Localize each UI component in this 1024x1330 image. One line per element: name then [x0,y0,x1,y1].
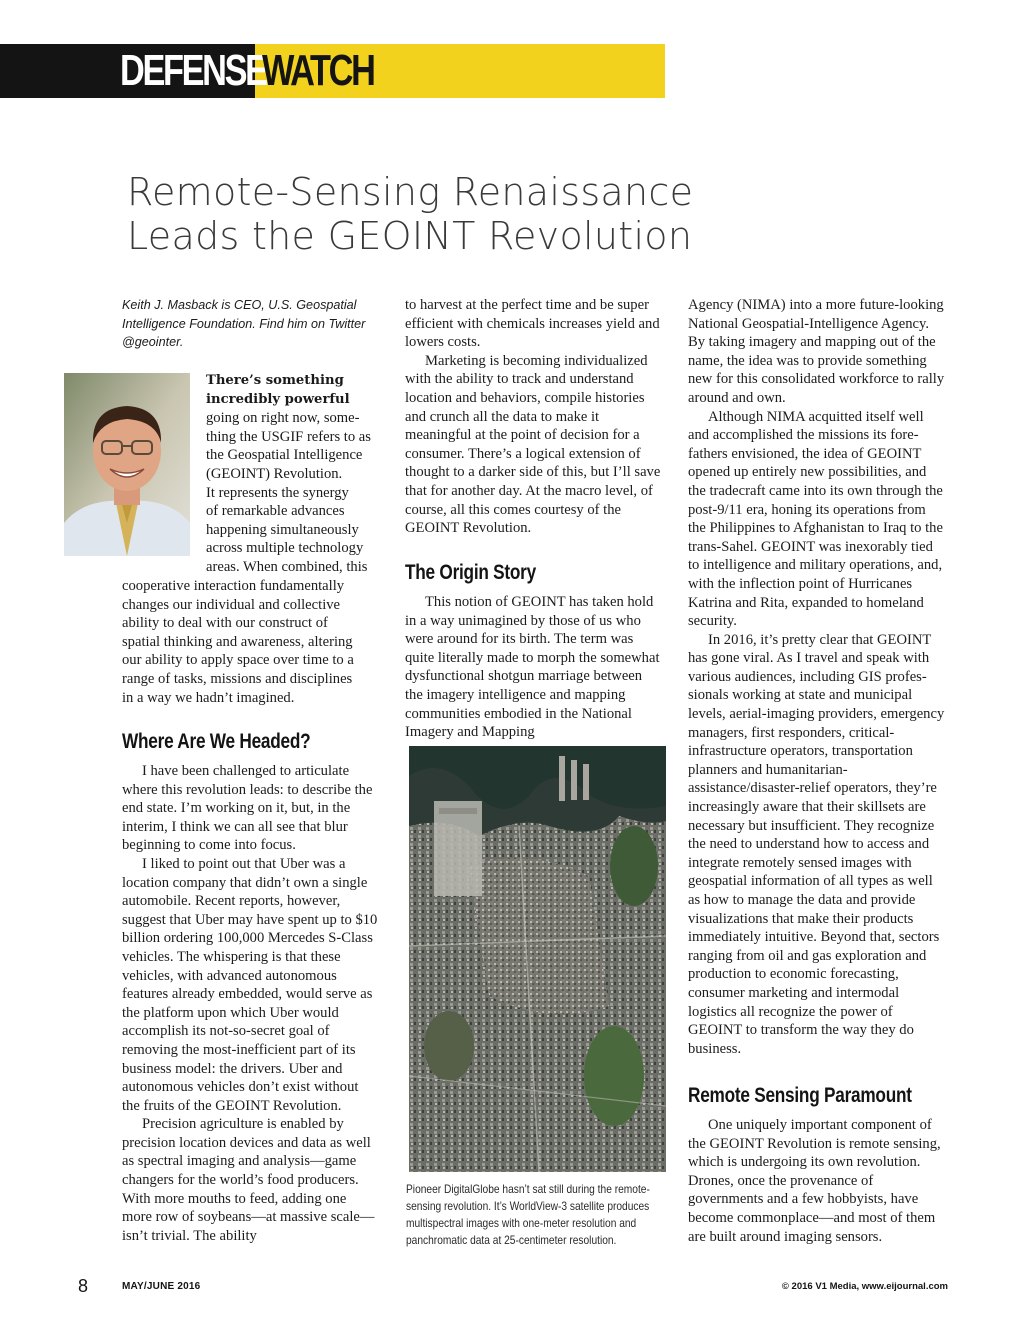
lead-bold-line: There’s something [206,373,344,388]
author-portrait [64,373,190,556]
lead-line: cooperative interaction fundamentally [122,578,345,594]
body-paragraph: I have been challenged to articulate where this revolution leads: to describe the end state. I’m working on it, but, in the interim, I think we can all see that blur beginning to come into focus. [122,763,373,854]
lead-line: across multiple technology [206,540,364,557]
section-heading-where-are-we-headed: Where Are We Headed? [122,730,311,753]
lead-bold-line: incredibly powerful [206,391,350,407]
lead-line: thing the USGIF refers to as [206,428,371,445]
lead-line: going on right now, some- [206,410,360,427]
body-paragraph: Although NIMA acquitted itself well and accomplished the missions its forefathers envisioned, the idea of GEOINT opened up entirely new possibilities, and the tradecraft came into its own through the post-9/11 era, honing its operations from the Philippines to Afghanistan to Iraq to the trans-Sahel. GEOINT was inexorably tied to intelligence and military operations, and, with the inflection point of Hurricanes Katrina and Rita, expanded to homeland security. [688,408,943,630]
caption-line: Pioneer DigitalGlobe hasn’t sat still during the remote- [406,1183,650,1196]
body-paragraph: Precision agriculture is enabled by precision location devices and data as well as spectral imaging and analysis—game changers for the world’s food producers. With more mouths to feed, adding one more row of soybeans—at massive scale—isn’t trivial. The ability [122,1116,375,1244]
lead-line: (GEOINT) Revolution. [206,465,343,482]
lead-line: happening simultaneously [206,521,359,538]
lead-line: changes our individual and collective [122,596,341,613]
caption-line: sensing revolution. It’s WorldView-3 satellite produces [406,1200,650,1213]
satellite-image [409,746,666,1172]
author-bio-line: Keith J. Masback is CEO, U.S. Geospatial [122,298,357,312]
column-3-body [688,296,946,1058]
body-paragraph: One uniquely important component of the GEOINT Revolution is remote sensing, which is undergoing its own revolution. Drones, once the provenance of governments and a few hobbyists, have become commonplace—and most of them are built around imaging sensors. [688,1117,941,1245]
author-bio [122,296,382,352]
lead-paragraph-beside-photo [206,372,384,577]
caption-line: multispectral images with one-meter resolution and [406,1217,637,1230]
section-banner-watch: WATCH [262,46,374,95]
lead-line: range of tasks, missions and disciplines [122,670,353,687]
lead-line: of remarkable advances [206,503,345,520]
lead-line: It represents the synergy [206,484,349,501]
lead-line: in a way we hadn’t imagined. [122,689,295,706]
lead-line: ability to deal with our construct of [122,615,328,632]
body-paragraph: Agency (NIMA) into a more future-looking National Geospatial-Intelligence Agency. By taking imagery and mapping out of the name, the idea was to provide something new for this consolidated workforce to rally around and own. [688,297,945,406]
body-paragraph: This notion of GEOINT has taken hold in a way unimagined by those of us who were around for its birth. The term was quite literally made to morph the somewhat dysfunctional shotgun marriage between the imagery intelligence and mapping communities embodied in the National Imagery and Mapping [405,594,660,741]
lead-line: our ability to apply space over time to a [122,652,354,669]
issue-date: MAY/JUNE 2016 [122,1281,201,1292]
body-paragraph: to harvest at the perfect time and be super efficient with chemicals increases yield and lowers costs. [405,297,660,351]
title-line-1: Remote-Sensing Renaissance [127,170,694,214]
author-bio-line: Intelligence Foundation. Find him on Twitter [122,316,366,331]
lead-line: spatial thinking and awareness, altering [122,633,353,650]
body-paragraph: In 2016, it’s pretty clear that GEOINT has gone viral. As I travel and speak with various audiences, including GIS professionals working at state and municipal levels, aerial-imaging providers, emergency managers, first responders, critical-infrastructure operators, transportation planners and humanitarian-assistance/disaster-relief operators, they’re increasingly aware that their skillsets are necessary but insufficient. They recognize the need to understand how to access and integrate remotely sensed images with geospatial information of all types as well as how to manage the data and provide visualizations that make their products immediately intuitive. Beyond that, sectors ranging from oil and gas exploration and production to economic forecasting, consumer marketing and intermodal logistics all recognize the power of GEOINT to transform the way they do business. [688,631,945,1057]
column-1-body [122,762,378,1245]
article-title [127,170,847,258]
column-2-origin [405,593,663,742]
author-bio-line: @geointer. [122,335,184,350]
caption-line: panchromatic data at 25-centimeter resolution. [406,1234,617,1247]
section-banner-defense: DEFENSE [120,46,266,95]
body-paragraph: I liked to point out that Uber was a location company that didn’t own a single automobile. Recent reports, however, suggest that Uber may have spent up to $10 billion ordering 100,000 Mercedes S-Class vehicles. The whispering is that these vehicles, with advanced autonomous features already embedded, would serve as the platform upon which Uber would accomplish its not-so-secret goal of removing the most-inefficient part of its business model: the drivers. Uber and autonomous vehicles don’t exist without the fruits of the GEOINT Revolution. [122,855,378,1114]
column-3-remote-sensing [688,1116,948,1246]
lead-paragraph-continued [122,577,384,707]
section-heading-remote-sensing-paramount: Remote Sensing Paramount [688,1084,912,1107]
copyright-notice: © 2016 V1 Media, www.eijournal.com [781,1281,948,1292]
column-2-top [405,296,665,538]
title-line-2: Leads the GEOINT Revolution [127,214,693,258]
page-number: 8 [78,1276,89,1296]
lead-line: areas. When combined, this [206,558,368,575]
section-heading-origin-story: The Origin Story [405,561,536,584]
body-paragraph: Marketing is becoming individualized with the ability to track and understand location and behaviors, compile histories and crunch all the data to make it meaningful at the point of decision for a consumer. There’s a logical extension of thought to a darker side of this, but I’ll save that for another day. At the macro level, of course, all this comes courtesy of the GEOINT Revolution. [405,352,661,537]
image-caption [406,1181,670,1249]
lead-line: the Geospatial Intelligence [206,447,363,464]
